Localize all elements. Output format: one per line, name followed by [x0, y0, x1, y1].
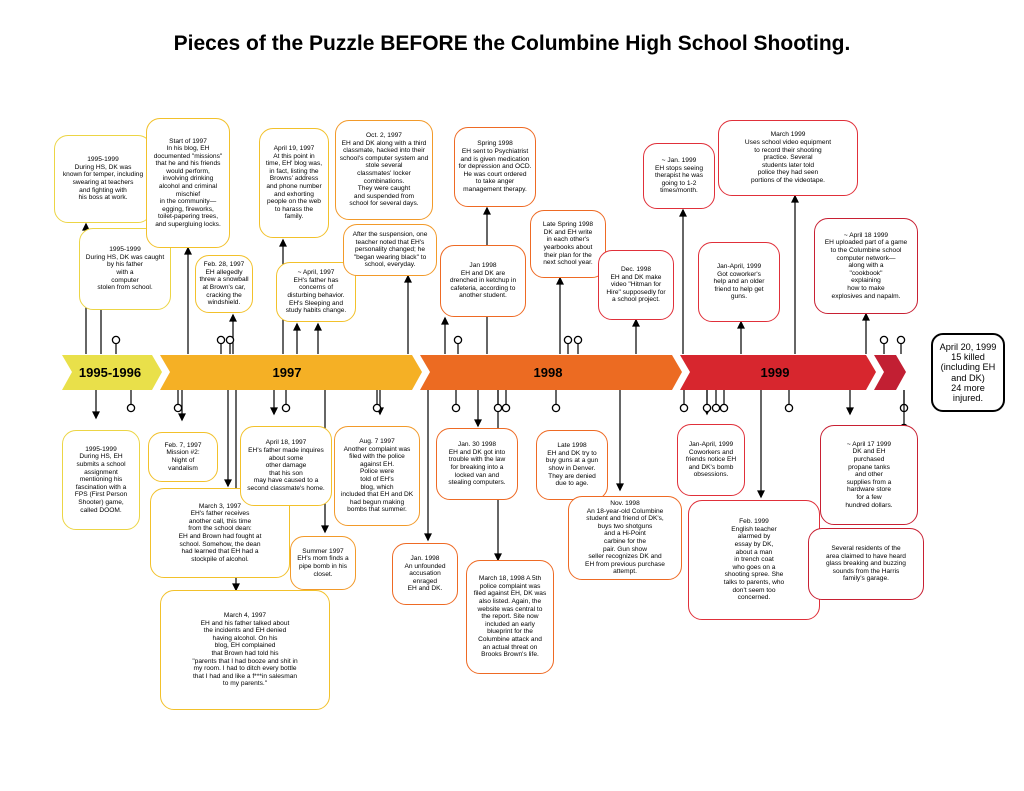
event-piece	[568, 496, 682, 580]
event-text: March 1999 Uses school video equipment to record their shooting practice. Several students later told police they had seen portions of the videotape.	[744, 131, 832, 184]
event-piece	[530, 210, 606, 278]
connector-arrowhead	[405, 276, 411, 282]
event-text: March 18, 1998 A 5th police complaint was filed against EH, DK was also listed. Again, the website was central to the report. Site now included an early blueprint for the Columbine attack and an actual threat on Brooks Brown's life.	[473, 575, 547, 659]
final-line-4: 24 more	[951, 382, 985, 393]
final-line-5: injured.	[952, 393, 984, 404]
timeline-segment-5	[874, 355, 906, 390]
event-text: Nov. 1998 An 18-year-old Columbine student and friend of DK's, buys two shotguns and a Hi-Point carbine for the pair. Gun show seller recognizes DK and EH from previous purchase attempt.	[585, 500, 665, 576]
timeline-label-1997: 1997	[272, 365, 302, 380]
connector-arrowhead	[484, 208, 490, 214]
event-piece	[160, 590, 330, 710]
connector-arrowhead	[425, 534, 431, 540]
timeline-label-1995-1996: 1995-1996	[78, 365, 142, 380]
pin-circle	[720, 404, 727, 411]
event-text: ~ April, 1997 EH's father has concerns of disturbing behavior. EH's Sleeping and study habits change.	[285, 269, 347, 315]
event-text: Late Spring 1998 DK and EH write in each other's yearbooks about their plan for the next school year.	[542, 221, 594, 267]
pin-circle	[454, 336, 461, 343]
event-text: Oct. 2, 1997 EH and DK along with a third classmate, hacked into their school's computer system and stole several classmates' locker combinations. They were caught and suspended from school for several days.	[339, 132, 429, 208]
event-piece	[259, 128, 329, 238]
event-text: Jan 1998 EH and DK are drenched in ketchup in cafeteria, according to another student.	[449, 262, 517, 300]
connector-arrowhead	[179, 414, 185, 420]
connector-arrowhead	[185, 248, 191, 254]
event-piece	[195, 255, 253, 313]
connector-arrowhead	[738, 322, 744, 328]
pin-circle	[174, 404, 181, 411]
event-piece	[698, 242, 780, 322]
pin-circle	[897, 336, 904, 343]
pin-circle	[502, 404, 509, 411]
pin-circle	[552, 404, 559, 411]
event-piece	[820, 425, 918, 525]
event-piece	[814, 218, 918, 314]
event-text: Spring 1998 EH sent to Psychiatrist and is given medication for depression and OCD. He was court ordered to take anger management therapy.	[458, 140, 532, 193]
event-text: Jan-April, 1999 Got coworker's help and an older friend to help get guns.	[713, 263, 765, 301]
pin-circle	[680, 404, 687, 411]
pin-circle	[452, 404, 459, 411]
event-piece	[146, 118, 230, 248]
event-piece	[440, 245, 526, 317]
event-piece	[334, 426, 420, 526]
event-piece	[677, 424, 745, 496]
event-piece	[454, 127, 536, 207]
event-text: March 3, 1997 EH's father receives another call, this time from the school dean: EH and Brown had fought at school. Somehow, the dean had learned that EH had a stockpile of alcohol.	[178, 502, 262, 563]
event-text: Summer 1997 EH's mom finds a pipe bomb in his closet.	[297, 547, 349, 578]
pin-circle	[127, 404, 134, 411]
pin-circle	[785, 404, 792, 411]
pin-circle	[564, 336, 571, 343]
pin-circle	[494, 404, 501, 411]
event-piece	[343, 224, 437, 276]
event-piece	[54, 135, 152, 223]
event-piece	[808, 528, 924, 600]
event-text: Several residents of the area claimed to have heard glass breaking and buzzing sounds from the Harris family's garage.	[826, 545, 906, 583]
event-text: Late 1998 EH and DK try to buy guns at a gun show in Denver. They are denied due to age.	[545, 442, 599, 488]
pin-circle	[282, 404, 289, 411]
event-piece	[335, 120, 433, 220]
connector-arrowhead	[792, 196, 798, 202]
connector-arrowhead	[617, 484, 623, 490]
connector-arrowhead	[322, 526, 328, 532]
event-text: Feb. 28, 1997 EH allegedly threw a snowball at Brown's car, cracking the windshield.	[199, 261, 249, 307]
event-text: ~ April 17 1999 DK and EH purchased propane tanks and other supplies from a hardware store for a few hundred dollars.	[845, 440, 893, 509]
connector-arrowhead	[863, 314, 869, 320]
event-text: Aug. 7 1997 Another complaint was filed with the police against EH. Police were told of EH's blog, which included that EH and DK had begun making bombs that summer.	[340, 438, 414, 514]
connector-arrowhead	[280, 240, 286, 246]
event-piece	[240, 426, 332, 506]
connector-arrowhead	[442, 318, 448, 324]
event-text: 1995-1999 During HS, DK was caught by his father with a computer stolen from school.	[85, 246, 165, 292]
connector-arrowhead	[475, 420, 481, 426]
pin-circle	[574, 336, 581, 343]
event-text: Jan. 1998 An unfounded accusation enraged EH and DK.	[404, 555, 446, 593]
event-text: April 19, 1997 At this point in time, EH' blog was, in fact, listing the Browns' address and phone number and exhorting people on the web to harass the family.	[265, 145, 323, 221]
event-text: After the suspension, one teacher noted that EH's personality changed; he "began wearing black" to school, everyday.	[352, 231, 428, 269]
page-title: Pieces of the Puzzle BEFORE the Columbine High School Shooting.	[173, 32, 851, 55]
event-piece	[643, 143, 715, 209]
event-text: Jan-April, 1999 Coworkers and friends notice EH and DK's bomb obsessions.	[685, 441, 737, 479]
event-text: 1995-1999 During HS, DK was known for temper, including swearing at teachers and fighting with his boss at work.	[62, 156, 144, 202]
timeline-label-1998: 1998	[533, 365, 563, 380]
event-text: ~ Jan. 1999 EH stops seeing therapist he was going to 1-2 times/month.	[654, 157, 703, 195]
event-piece	[688, 500, 820, 620]
event-piece	[436, 428, 518, 500]
event-piece	[392, 543, 458, 605]
final-outcome-box	[931, 333, 1005, 412]
event-piece	[466, 560, 554, 674]
connector-arrowhead	[294, 324, 300, 330]
event-text: Start of 1997 In his blog, EH documented "missions" that he and his friends would perform, involving drinking alcohol and criminal mischief in the community— egging, fireworks, toilet-papering trees, and supergluing locks.	[153, 137, 223, 228]
pin-circle	[226, 336, 233, 343]
connector-arrowhead	[315, 324, 321, 330]
event-piece	[598, 250, 674, 320]
event-piece	[536, 430, 608, 500]
event-text: ~ April 18 1999 EH uploaded part of a game to the Columbine school computer network— along with a "cookbook" explaining how to make explosives and napalm.	[824, 231, 908, 300]
connector-arrowhead	[271, 408, 277, 414]
event-text: Feb. 1999 English teacher alarmed by essay by DK, about a man in trench coat who goes on a shooting spree. She talks to parents, who don't seem too concerned.	[723, 518, 785, 602]
connector-arrowhead	[225, 480, 231, 486]
timeline-arrow	[62, 355, 906, 390]
event-piece	[276, 262, 356, 322]
final-line-3: and DK)	[951, 372, 985, 383]
pin-circle	[112, 336, 119, 343]
event-piece	[148, 432, 218, 482]
timeline-label-1999: 1999	[760, 365, 790, 380]
final-date: April 20, 1999	[939, 341, 997, 352]
connector-arrowhead	[680, 210, 686, 216]
pin-circle	[217, 336, 224, 343]
event-text: Feb. 7, 1997 Mission #2: Night of vandalism	[164, 441, 202, 472]
pin-circle	[703, 404, 710, 411]
event-text: March 4, 1997 EH and his father talked about the incidents and EH denied having alcohol. On his blog, EH complained that Brown had told his "parents that I had booze and shit in my room. I had to ditch every bottle that I had and like a f***in salesman to my parents."	[192, 612, 298, 688]
event-piece	[718, 120, 858, 196]
connector-arrowhead	[230, 315, 236, 321]
connector-arrowhead	[557, 278, 563, 284]
connector-arrowhead	[758, 491, 764, 497]
event-text: Dec. 1998 EH and DK make video "Hitman for Hire" supposedly for a school project.	[606, 266, 666, 304]
connector-arrowhead	[93, 412, 99, 418]
event-piece	[290, 536, 356, 590]
pin-circle	[373, 404, 380, 411]
event-text: Jan. 30 1998 EH and DK got into trouble with the law for breaking into a locked van and stealing computers.	[448, 441, 506, 487]
event-piece	[62, 430, 140, 530]
final-line-1: 15 killed	[951, 351, 985, 362]
final-line-2: (including EH	[940, 362, 996, 373]
pin-circle	[880, 336, 887, 343]
pin-circle	[712, 404, 719, 411]
event-text: 1995-1999 During HS, EH submits a school assignment mentioning his fascination with a FPS (First Person Shooter) game, called DOOM.	[74, 445, 128, 514]
connector-arrowhead	[847, 408, 853, 414]
event-text: April 18, 1997 EH's father made inquires about some other damage that his son may have caused to a second classmate's home.	[247, 439, 325, 492]
connector-arrowhead	[633, 320, 639, 326]
